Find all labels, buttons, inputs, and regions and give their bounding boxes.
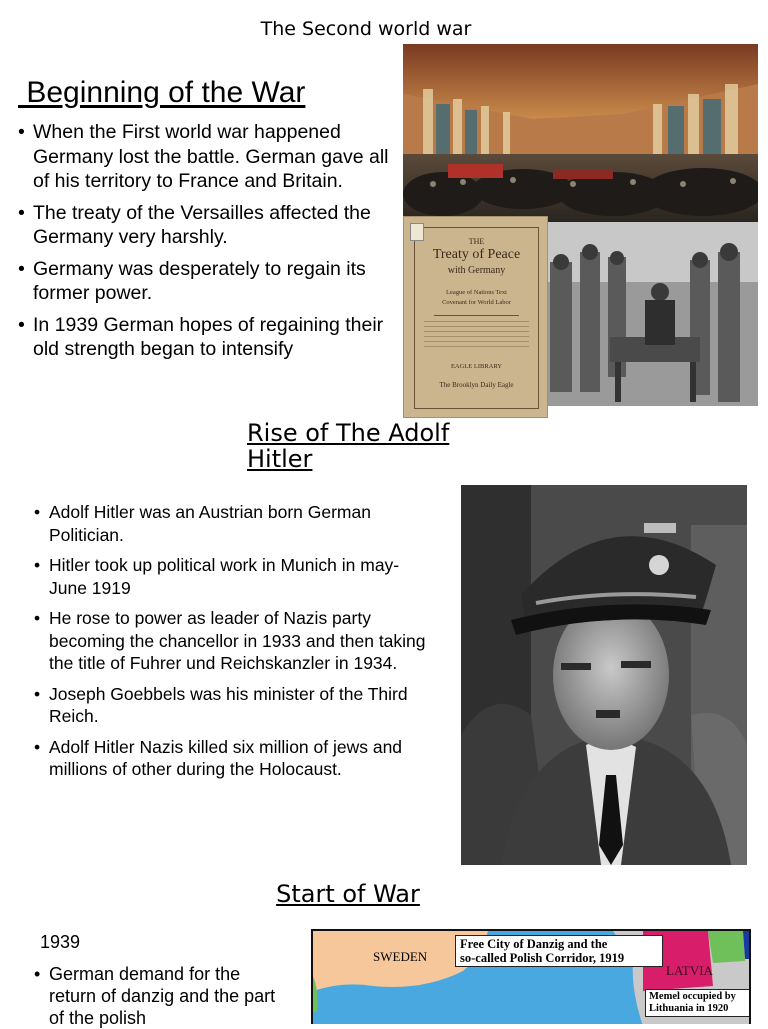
list-item: • German demand for the return of danzig and the part of the polish [34, 963, 284, 1029]
cover-text: THE [468, 237, 485, 246]
list-item: • He rose to power as leader of Nazis party becoming the chancellor in 1933 and then taking the title of Fuhrer und Reichskanzler in 1934. [34, 607, 434, 675]
list-item: • Joseph Goebbels was his minister of the Third Reich. [34, 683, 434, 728]
map-title-line: so-called Polish Corridor, 1919 [460, 951, 625, 965]
treaty-of-peace-cover [403, 216, 548, 418]
list-item: • The treaty of the Versailles affected the Germany very harshly. [18, 201, 398, 250]
map-title-line: Free City of Danzig and the [460, 937, 608, 951]
heading-line: Hitler [247, 445, 313, 473]
treaty-signing-photo [540, 222, 758, 406]
cover-text: EAGLE LIBRARY [450, 363, 503, 370]
danzig-map [311, 929, 751, 1024]
list-item: • When the First world war happened Germany lost the battle. German gave all of his territory to France and Britain. [18, 120, 398, 194]
cover-text: League of Nations Text [446, 289, 507, 296]
map-memel-line: Memel occupied by [649, 991, 736, 1002]
map-label-sweden: SWEDEN [373, 949, 428, 964]
list-item: • Germany was desperately to regain its former power. [18, 257, 398, 306]
list-item: • Adolf Hitler was an Austrian born German Politician. [34, 501, 434, 546]
start-bullet-list [34, 963, 284, 1029]
list-item: • Hitler took up political work in Munich in may-June 1919 [34, 554, 434, 599]
hall-of-mirrors-photo [403, 44, 758, 222]
section-heading-start-of-war: Start of War [276, 880, 420, 908]
list-item: • In 1939 German hopes of regaining their old strength began to intensify [18, 313, 398, 362]
cover-text: Covenant for World Labor [442, 299, 511, 306]
list-item: • Adolf Hitler Nazis killed six million of jews and millions of other during the Holocaust. [34, 736, 434, 781]
cover-title: Treaty of Peace [432, 247, 521, 262]
cover-text: with Germany [447, 265, 506, 276]
map-memel-line: Lithuania in 1920 [649, 1003, 729, 1014]
map-label-latvia: LATVIA [666, 963, 713, 978]
cover-text: The Brooklyn Daily Eagle [439, 381, 514, 389]
heading-line: Rise of The Adolf [247, 420, 450, 447]
section-heading-beginning: Beginning of the War [18, 76, 306, 109]
page-title: The Second world war [260, 18, 472, 40]
year-label: 1939 [40, 932, 81, 952]
section-heading-rise-of-hitler [247, 420, 477, 476]
beginning-bullet-list [18, 120, 398, 369]
rise-bullet-list [34, 501, 434, 789]
portrait-photo [461, 485, 747, 865]
